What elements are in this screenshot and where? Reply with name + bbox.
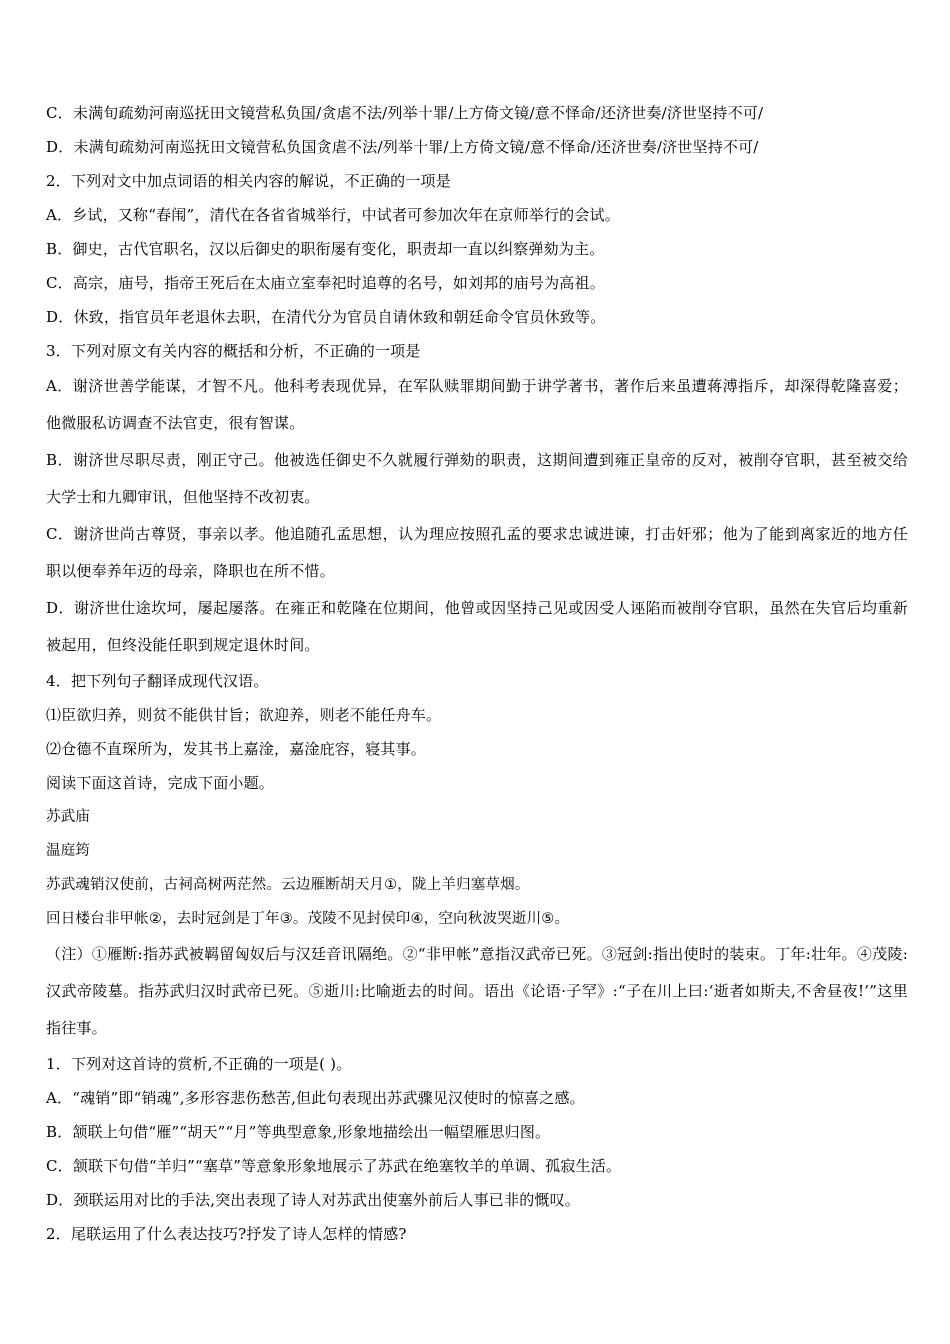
question-stem: 4．把下列句子翻译成现代汉语。 [46,672,269,690]
option-line: A．乡试，又称“春闱”，清代在各省省城举行，中试者可参加次年在京师举行的会试。 [46,206,620,224]
poem-notes: （注）①雁断:指苏武被羁留匈奴后与汉廷音讯隔绝。②“非甲帐”意指汉武帝已死。③冠剑:指出使时的装束。丁年:壮年。④茂陵:汉武帝陵墓。指苏武归汉时武帝已死。⑤逝川:比喻逝去的时间。语出《论语·子罕》:“子在川上曰:‘逝者如斯夫,不舍昼夜!’”这里指往事。 [46,945,908,1037]
option-line: C．颔联下句借“羊归”“塞草”等意象形象地展示了苏武在绝塞牧羊的单调、孤寂生活。 [46,1157,622,1175]
translation-item: ⑴臣欲归养，则贫不能供甘旨；欲迎养，则老不能任舟车。 [46,706,442,724]
translation-item: ⑵仓德不直琛所为，发其书上嘉淦，嘉淦庇容，寝其事。 [46,740,427,758]
document-page [46,96,908,1251]
option-line: C．未满旬疏劾河南巡抚田文镜营私负国/贪虐不法/列举十罪/上方倚文镜/意不怿命/还济世奏/济世坚持不可/ [46,104,764,122]
option-paragraph: B．谢济世尽职尽责，刚正守己。他被选任御史不久就履行弹劾的职责，这期间遭到雍正皇帝的反对，被削夺官职，甚至被交给大学士和九卿审讯，但他坚持不改初衷。 [46,451,908,506]
question-stem: 1．下列对这首诗的赏析,不正确的一项是( )。 [46,1055,352,1073]
question-stem: 2．下列对文中加点词语的相关内容的解说，不正确的一项是 [46,172,451,190]
poem-line: 回日楼台非甲帐②，去时冠剑是丁年③。茂陵不见封侯印④，空向秋波哭逝川⑤。 [46,911,570,927]
option-line: A．“魂销”即“销魂”,多形容悲伤愁苦,但此句表现出苏武骤见汉使时的惊喜之感。 [46,1089,585,1107]
option-paragraph: A．谢济世善学能谋，才智不凡。他科考表现优异，在军队赎罪期间勤于讲学著书，著作后来虽遭蒋溥指斥，却深得乾隆喜爱；他微服私访调查不法官吏，很有智谋。 [46,377,908,432]
option-line: C．高宗，庙号，指帝王死后在太庙立室奉祀时追尊的名号，如刘邦的庙号为高祖。 [46,274,605,292]
option-line: D．颈联运用对比的手法,突出表现了诗人对苏武出使塞外前后人事已非的慨叹。 [46,1191,581,1209]
option-line: D．休致，指官员年老退休去职，在清代分为官员自请休致和朝廷命令官员休致等。 [46,308,606,326]
question-stem: 2．尾联运用了什么表达技巧?抒发了诗人怎样的情感? [46,1225,407,1243]
poem-title: 苏武庙 [46,809,91,825]
option-line: B．御史，古代官职名，汉以后御史的职衔屡有变化，职责却一直以纠察弹劾为主。 [46,240,605,258]
poem-author: 温庭筠 [46,843,91,859]
poem-line: 苏武魂销汉使前，古祠高树两茫然。云边雁断胡天月①，陇上羊归塞草烟。 [46,877,530,893]
option-paragraph: C．谢济世尚古尊贤，事亲以孝。他追随孔孟思想，认为理应按照孔孟的要求忠诚进谏，打击奸邪；他为了能到离家近的地方任职以便奉养年迈的母亲，降职也在所不惜。 [46,525,908,580]
question-stem: 3．下列对原文有关内容的概括和分析，不正确的一项是 [46,342,421,360]
reading-intro: 阅读下面这首诗，完成下面小题。 [46,774,275,792]
option-line: B．颔联上句借“雁”“胡天”“月”等典型意象,形象地描绘出一幅望雁思归图。 [46,1123,551,1141]
option-paragraph: D．谢济世仕途坎坷，屡起屡落。在雍正和乾隆在位期间，他曾或因坚持己见或因受人诬陷而被削夺官职，虽然在失官后均重新被起用，但终没能任职到规定退休时间。 [46,599,908,654]
option-line: D．未满旬疏劾河南巡抚田文镜营私负国贪虐不法/列举十罪/上方倚文镜/意不怿命/还济世奏/济世坚持不可/ [46,138,759,156]
